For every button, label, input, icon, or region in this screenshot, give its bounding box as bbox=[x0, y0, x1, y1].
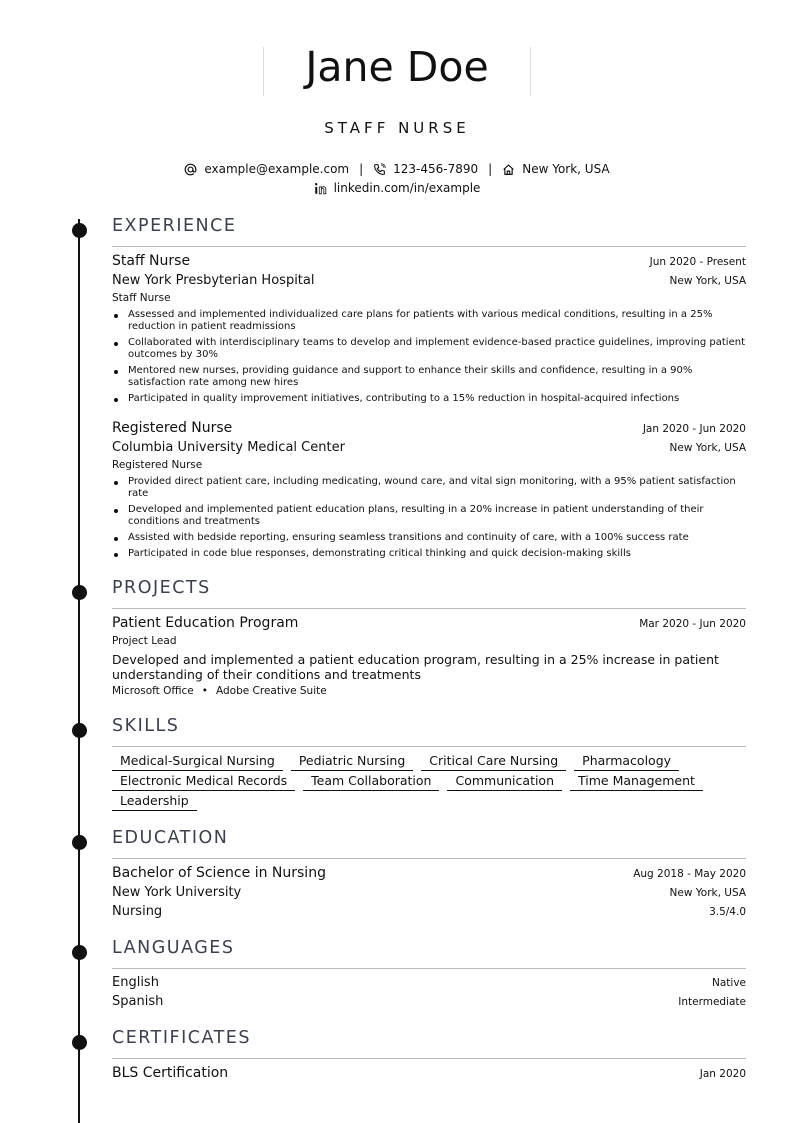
tool-item: Adobe Creative Suite bbox=[215, 685, 327, 697]
experience-bullets bbox=[112, 309, 746, 409]
skill-tag: Time Management bbox=[570, 773, 703, 791]
experience-company-row bbox=[112, 440, 746, 455]
company-name: New York Presbyterian Hospital bbox=[112, 273, 315, 288]
candidate-name: Jane Doe bbox=[305, 43, 489, 91]
date-range: Jun 2020 - Present bbox=[649, 256, 746, 268]
school-name: New York University bbox=[112, 885, 242, 900]
location-text: New York, USA bbox=[522, 162, 610, 176]
section-title-projects: PROJECTS bbox=[112, 578, 211, 598]
at-sign-icon bbox=[184, 163, 197, 176]
timeline-dot bbox=[72, 1035, 87, 1050]
role-label: Registered Nurse bbox=[112, 459, 203, 471]
email-text: example@example.com bbox=[204, 162, 350, 176]
language-name: English bbox=[112, 975, 159, 990]
timeline-dot bbox=[72, 945, 87, 960]
project-header bbox=[112, 615, 746, 631]
phone-icon bbox=[373, 163, 386, 176]
education-field-row bbox=[112, 904, 746, 919]
section-divider bbox=[112, 1058, 746, 1059]
gpa-value: 3.5/4.0 bbox=[709, 906, 746, 918]
job-title: STAFF NURSE bbox=[324, 119, 470, 137]
skill-tag: Medical-Surgical Nursing bbox=[112, 753, 283, 771]
skill-tag: Pediatric Nursing bbox=[291, 753, 413, 771]
language-level: Native bbox=[712, 977, 746, 989]
company-name: Columbia University Medical Center bbox=[112, 440, 345, 455]
date-range: Jan 2020 - Jun 2020 bbox=[642, 423, 746, 435]
degree-name: Bachelor of Science in Nursing bbox=[112, 865, 326, 881]
project-name: Patient Education Program bbox=[112, 615, 299, 631]
language-row bbox=[112, 994, 746, 1009]
section-divider bbox=[112, 246, 746, 247]
company-location: New York, USA bbox=[669, 442, 746, 454]
skill-tag: Electronic Medical Records bbox=[112, 773, 295, 791]
section-divider bbox=[112, 968, 746, 969]
linkedin-item[interactable] bbox=[314, 181, 481, 195]
section-title-skills: SKILLS bbox=[112, 716, 180, 736]
linkedin-icon bbox=[314, 182, 327, 195]
skill-tag: Pharmacology bbox=[574, 753, 679, 771]
role-label: Staff Nurse bbox=[112, 292, 171, 304]
project-tools bbox=[112, 685, 327, 697]
timeline-line bbox=[78, 219, 80, 1123]
linkedin-text: linkedin.com/in/example bbox=[333, 181, 481, 195]
tool-separator: • bbox=[201, 685, 208, 697]
school-location: New York, USA bbox=[669, 887, 746, 899]
language-row bbox=[112, 975, 746, 990]
skill-tag: Communication bbox=[447, 773, 562, 791]
section-divider bbox=[112, 746, 746, 747]
field-of-study: Nursing bbox=[112, 904, 163, 919]
position-title: Staff Nurse bbox=[112, 253, 191, 269]
section-title-languages: LANGUAGES bbox=[112, 938, 235, 958]
home-icon bbox=[502, 163, 515, 176]
list-item: Assisted with bedside reporting, ensuring seamless transitions and continuity of care, with a 100% success rate bbox=[112, 532, 746, 544]
education-school-row bbox=[112, 885, 746, 900]
email-item[interactable] bbox=[184, 162, 349, 176]
language-name: Spanish bbox=[112, 994, 164, 1009]
project-role-row bbox=[112, 635, 746, 647]
list-item: Collaborated with interdisciplinary teams to develop and implement evidence-based practice guidelines, improving patient outcomes by 30% bbox=[112, 337, 746, 361]
experience-bullets bbox=[112, 476, 746, 564]
timeline-dot bbox=[72, 223, 87, 238]
section-title-experience: EXPERIENCE bbox=[112, 216, 237, 236]
experience-role-row bbox=[112, 459, 746, 471]
experience-company-row bbox=[112, 273, 746, 288]
phone-text: 123-456-7890 bbox=[393, 162, 479, 176]
tool-item: Microsoft Office bbox=[112, 685, 194, 697]
experience-header bbox=[112, 420, 746, 436]
location-item bbox=[502, 162, 609, 176]
skill-tag: Critical Care Nursing bbox=[421, 753, 566, 771]
company-location: New York, USA bbox=[669, 275, 746, 287]
certificate-row bbox=[112, 1065, 746, 1081]
list-item: Participated in code blue responses, demonstrating critical thinking and quick decision-making skills bbox=[112, 548, 746, 560]
contact-separator: | bbox=[488, 162, 493, 176]
education-header bbox=[112, 865, 746, 881]
project-description: Developed and implemented a patient education program, resulting in a 25% increase in patient understanding of their conditions and treatments bbox=[112, 652, 719, 682]
language-level: Intermediate bbox=[678, 996, 746, 1008]
skill-tag: Leadership bbox=[112, 793, 197, 811]
section-title-education: EDUCATION bbox=[112, 828, 229, 848]
certificate-name: BLS Certification bbox=[112, 1065, 229, 1081]
experience-role-row bbox=[112, 292, 746, 304]
experience-header bbox=[112, 253, 746, 269]
timeline-dot bbox=[72, 723, 87, 738]
contact-info bbox=[0, 160, 794, 197]
certificate-date: Jan 2020 bbox=[699, 1068, 746, 1080]
skills-list bbox=[112, 753, 752, 811]
section-divider bbox=[112, 858, 746, 859]
list-item: Participated in quality improvement initiatives, contributing to a 15% reduction in hospital-acquired infections bbox=[112, 393, 746, 405]
contact-separator: | bbox=[359, 162, 364, 176]
list-item: Developed and implemented patient education plans, resulting in a 20% increase in patient understanding of their conditions and treatments bbox=[112, 504, 746, 528]
skill-tag: Team Collaboration bbox=[303, 773, 439, 791]
date-range: Aug 2018 - May 2020 bbox=[633, 868, 746, 880]
list-item: Provided direct patient care, including medicating, wound care, and vital sign monitoring, with a 95% patient satisfaction rate bbox=[112, 476, 746, 500]
section-divider bbox=[112, 608, 746, 609]
timeline-dot bbox=[72, 835, 87, 850]
section-title-certificates: CERTIFICATES bbox=[112, 1028, 251, 1048]
phone-item[interactable] bbox=[373, 162, 478, 176]
list-item: Assessed and implemented individualized care plans for patients with various medical conditions, resulting in a 25% reduction in patient readmissions bbox=[112, 309, 746, 333]
list-item: Mentored new nurses, providing guidance and support to enhance their skills and confidence, resulting in a 90% satisfaction rate among new hires bbox=[112, 365, 746, 389]
project-role: Project Lead bbox=[112, 635, 177, 647]
position-title: Registered Nurse bbox=[112, 420, 233, 436]
date-range: Mar 2020 - Jun 2020 bbox=[639, 618, 746, 630]
timeline-dot bbox=[72, 585, 87, 600]
